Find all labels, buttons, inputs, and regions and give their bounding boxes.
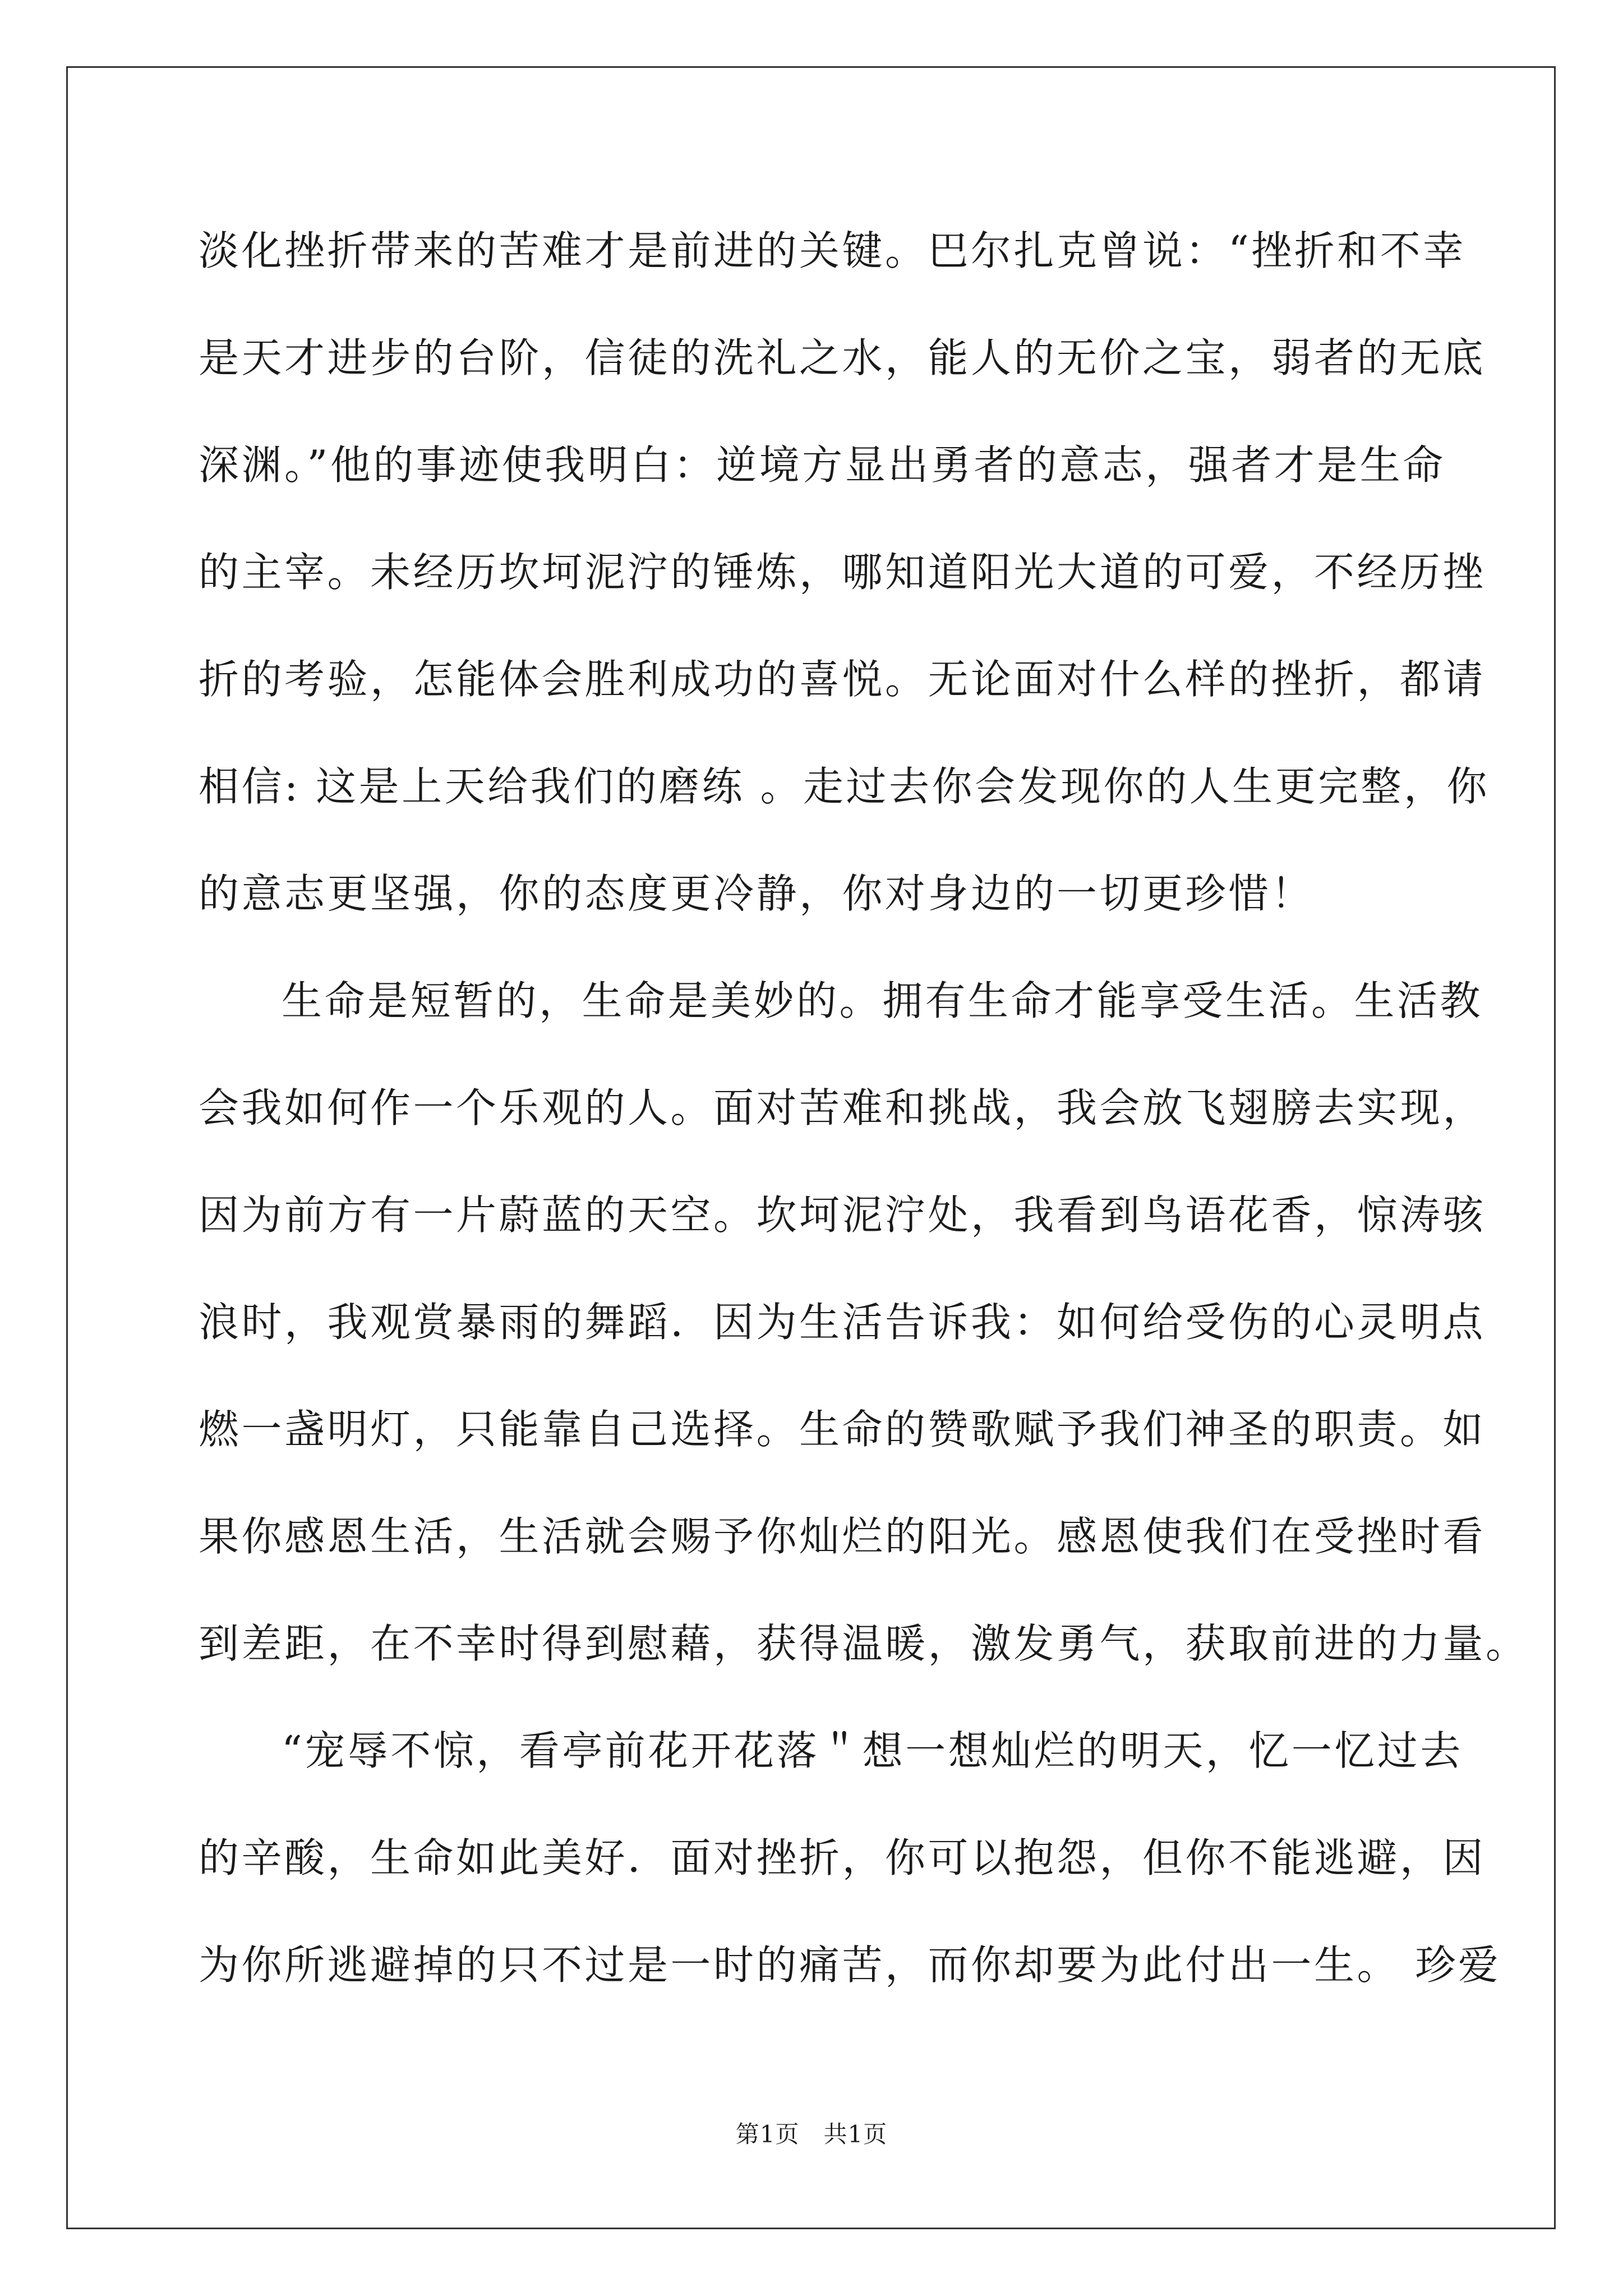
text-line-13: 果你感恩生活，生活就会赐予你灿烂的阳光。感恩使我们在受挫时看 <box>199 1513 1486 1560</box>
text-line-4: 的主宰。未经历坎坷泥泞的锤炼，哪知道阳光大道的可爱，不经历挫 <box>199 549 1486 596</box>
page-number-footer: 第1页 共1页 <box>735 2120 888 2148</box>
text-line-6: 相信: 这是上天给我们的磨练 。走过去你会发现你的人生更完整，你 <box>199 763 1490 810</box>
text-line-12: 燃一盏明灯，只能靠自己选择。生命的赞歌赋予我们神圣的职责。如 <box>199 1406 1486 1453</box>
text-line-1: 淡化挫折带来的苦难才是前进的关键。巴尔扎克曾说：“挫折和不幸 <box>199 227 1466 274</box>
text-line-2: 是天才进步的台阶，信徒的洗礼之水，能人的无价之宝，弱者的无底 <box>199 334 1486 381</box>
text-line-15: “宠辱不惊，看亭前花开花落＂想一想灿烂的明天，忆一忆过去 <box>282 1727 1463 1774</box>
document-body <box>199 222 1529 2043</box>
text-line-3: 深渊。”他的事迹使我明白：逆境方显出勇者的意志，强者才是生命 <box>199 441 1446 489</box>
text-line-17: 为你所逃避掉的只不过是一时的痛苦，而你却要为此付出一生。 珍爱 <box>199 1941 1501 1989</box>
text-line-16: 的辛酸，生命如此美好．面对挫折，你可以抱怨，但你不能逃避，因 <box>199 1834 1486 1881</box>
text-line-7: 的意志更坚强，你的态度更冷静，你对身边的一切更珍惜！ <box>199 870 1315 917</box>
text-line-9: 会我如何作一个乐观的人。面对苦难和挑战，我会放飞翅膀去实现， <box>199 1084 1486 1131</box>
text-line-14: 到差距，在不幸时得到慰藉，获得温暖，激发勇气，获取前进的力量。 <box>199 1620 1529 1667</box>
text-line-8: 生命是短暂的，生命是美妙的。拥有生命才能享受生活。生活教 <box>282 977 1483 1024</box>
text-line-5: 折的考验，怎能体会胜利成功的喜悦。无论面对什么样的挫折，都请 <box>199 656 1486 703</box>
text-line-11: 浪时，我观赏暴雨的舞蹈．因为生活告诉我：如何给受伤的心灵明点 <box>199 1299 1486 1346</box>
text-line-10: 因为前方有一片蔚蓝的天空。坎坷泥泞处，我看到鸟语花香，惊涛骇 <box>199 1191 1486 1239</box>
